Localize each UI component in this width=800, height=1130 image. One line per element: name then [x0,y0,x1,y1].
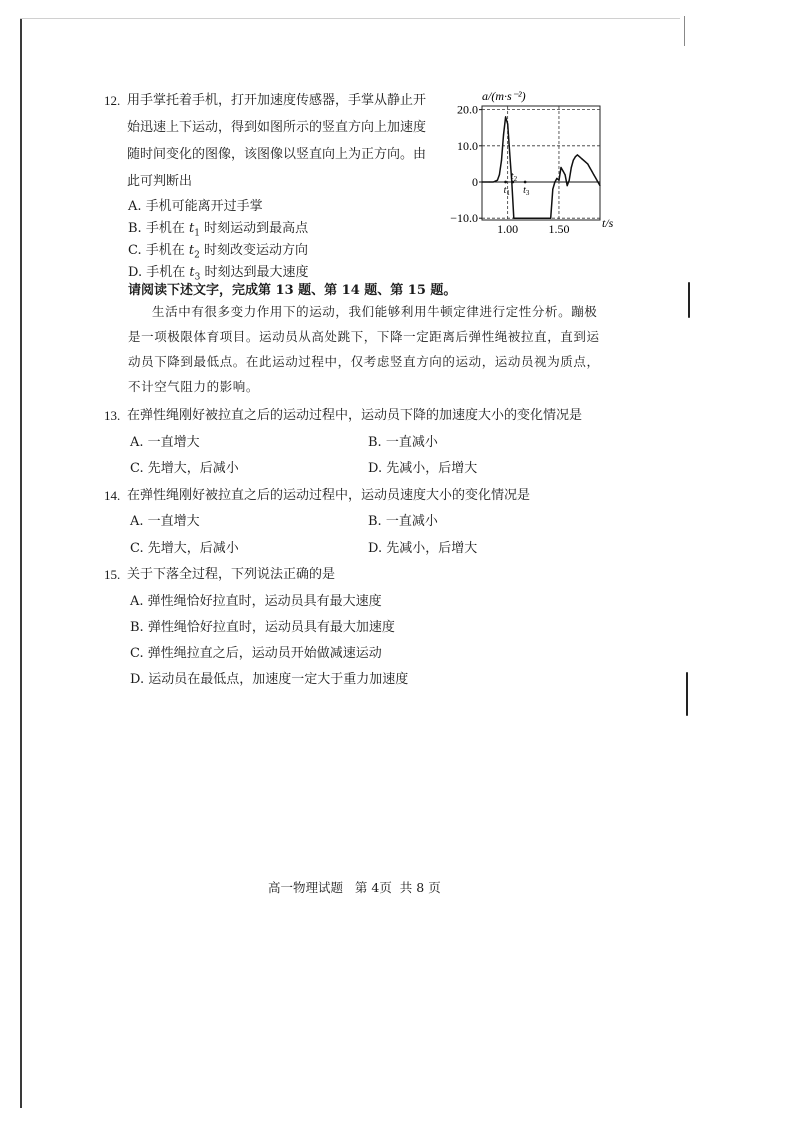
data-point [493,181,494,182]
y-tick-label: 10.0 [457,138,478,153]
data-point [595,178,596,179]
passage-line: 生活中有很多变力作用下的运动，我们能够利用牛顿定律进行定性分析。蹦极 [152,304,598,319]
data-point [593,174,594,175]
option-text-pre: 手机在 [145,243,189,258]
data-point [597,181,598,182]
data-point [540,218,541,219]
option-letter: C. [130,646,144,661]
data-point [571,167,572,168]
data-point [599,185,600,186]
scan-mark [688,282,690,318]
option-letter: A. [130,435,144,450]
chart-xlabel: t/s [602,216,614,230]
passage-heading: 请阅读下述文字，完成第 13 题、第 14 题、第 15 题。 [128,283,457,298]
q12-option-c[interactable] [128,242,308,265]
data-point [556,178,557,179]
scan-edge-top [20,18,680,19]
time-var: t [189,265,195,280]
data-point [536,218,537,219]
option-letter: D. [130,672,145,687]
data-point [585,161,586,162]
y-tick-label: −10.0 [450,211,478,226]
data-point [513,218,514,219]
option-text: 先减小，后增大 [386,461,478,476]
option-letter: A. [128,199,142,214]
option-text: 先增大，后减小 [147,461,239,476]
option-letter: B. [130,620,144,635]
data-point [534,218,535,219]
data-point [550,218,551,219]
time-var: t [188,221,195,236]
data-point [591,171,592,172]
option-letter: C. [128,243,142,258]
time-marker-subscript: 3 [525,189,530,197]
q15-option-b[interactable] [130,619,395,637]
option-text: 弹性绳恰好拉直时，运动员具有最大速度 [147,594,382,609]
data-point [489,181,490,182]
option-text-post: 时刻达到最大速度 [200,265,309,280]
data-point [528,218,529,219]
data-point [521,218,522,219]
data-point [581,158,582,159]
option-letter: C. [130,461,144,476]
q14-option-a[interactable] [130,513,200,531]
q12-stem-line: 用手掌托着手机，打开加速度传感器，手掌从静止开 [127,93,427,108]
time-marker-dot [524,181,527,184]
option-text-pre: 手机在 [146,265,190,280]
x-tick-label: 1.00 [497,222,519,236]
data-point [515,218,516,219]
passage-line: 动员下降到最低点。在此运动过程中，仅考虑竖直方向的运动，运动员视为质点， [128,354,600,369]
time-subscript: 3 [194,272,201,283]
q15-number: 15. [104,567,121,582]
data-point [567,185,568,186]
data-point [530,218,531,219]
data-point [575,156,576,157]
option-text: 一直减小 [385,514,438,529]
scan-edge-right [684,16,685,46]
q12-stem-line: 始迅速上下运动，得到如图所示的竖直方向上加速度 [127,120,427,135]
option-text: 弹性绳恰好拉直时，运动员具有最大加速度 [147,620,395,635]
time-marker-subscript: 2 [513,175,518,183]
q13-option-c[interactable] [130,460,239,478]
page-footer: 高一物理试题 第 4页 共 8 页 [268,880,441,895]
data-point [544,218,545,219]
data-point [532,218,533,219]
data-point [517,218,518,219]
data-point [542,218,543,219]
time-marker-subscript: 1 [506,189,510,197]
data-point [558,180,559,181]
data-point [526,218,527,219]
data-point [554,181,555,182]
q14-option-d[interactable] [368,540,477,558]
data-point [497,180,498,181]
data-point [583,160,584,161]
data-point [505,116,506,117]
option-text: 弹性绳拉直之后，运动员开始做减速运动 [147,646,382,661]
option-letter: C. [130,541,144,556]
q15-stem: 关于下落全过程，下列说法正确的是 [127,567,336,582]
data-point [509,152,510,153]
data-point [546,218,547,219]
option-letter: B. [128,221,142,236]
option-text: 一直减小 [385,435,438,450]
option-text: 先增大，后减小 [147,541,239,556]
time-marker-label: $t_2$ [510,171,518,183]
acceleration-series-line [482,117,600,218]
time-marker-dot [504,181,507,184]
data-point [579,156,580,157]
acceleration-time-chart [440,86,620,236]
scan-edge [20,18,22,1108]
q12-option-b[interactable] [128,220,308,243]
q13-number: 13. [104,408,121,423]
q12-option-a[interactable] [128,198,263,216]
time-marker-label: $t_1$ [503,185,510,197]
data-point [565,174,566,175]
y-tick-label: 20.0 [457,102,478,117]
data-point [548,218,549,219]
option-letter: B. [368,435,382,450]
option-letter: D. [368,461,383,476]
data-point [501,160,502,161]
time-subscript: 2 [194,250,200,261]
option-text: 运动员在最低点，加速度一定大于重力加速度 [148,672,409,687]
plot-frame [482,106,600,220]
data-point [560,167,561,168]
option-text-pre: 手机在 [145,221,189,236]
q14-option-c[interactable] [130,540,239,558]
q14-stem: 在弹性绳刚好被拉直之后的运动过程中，运动员速度大小的变化情况是 [127,488,531,503]
q15-option-a[interactable] [130,593,382,611]
q12-number: 12. [104,93,121,108]
option-text: 一直增大 [147,514,200,529]
data-point [573,160,574,161]
data-point [587,163,588,164]
chart-ylabel: a/(m·s⁻²) [482,89,526,103]
q14-number: 14. [104,488,121,503]
data-point [562,171,563,172]
q13-option-a[interactable] [130,434,200,452]
passage-line: 是一项极限体育项目。运动员从高处跳下，下降一定距离后弹性绳被拉直，直到运 [128,329,600,344]
option-text: 手机可能离开过手掌 [145,199,263,214]
option-text: 先减小，后增大 [386,541,478,556]
q13-stem: 在弹性绳刚好被拉直之后的运动过程中，运动员下降的加速度大小的变化情况是 [127,408,583,423]
scan-mark [686,672,688,716]
data-point [507,123,508,124]
option-letter: B. [368,514,382,529]
data-point [519,218,520,219]
option-letter: D. [368,541,383,556]
q15-option-d[interactable] [130,671,408,689]
q13-option-b[interactable] [368,434,438,452]
q12-stem-line: 随时间变化的图像，该图像以竖直向上为正方向。由 [127,147,427,162]
option-text: 一直增大 [147,435,200,450]
x-tick-label: 1.50 [548,222,570,236]
passage-line: 不计空气阻力的影响。 [128,379,260,394]
q12-stem-line: 此可判断出 [127,174,193,189]
data-point [552,189,553,190]
time-marker-label: $t_3$ [523,185,530,197]
data-point [577,154,578,155]
data-point [538,218,539,219]
data-point [503,134,504,135]
option-text-post: 时刻运动到最高点 [199,221,309,236]
time-subscript: 1 [194,228,200,239]
q14-option-b[interactable] [368,513,438,531]
option-letter: A. [130,514,144,529]
data-point [481,181,482,182]
q15-option-c[interactable] [130,645,382,663]
data-point [499,174,500,175]
data-point [523,218,524,219]
y-tick-label: 0 [472,175,478,189]
option-letter: D. [128,265,143,280]
data-point [569,180,570,181]
q13-option-d[interactable] [368,460,477,478]
data-point [589,167,590,168]
option-letter: A. [130,594,144,609]
option-text-post: 时刻改变运动方向 [199,243,309,258]
time-var: t [188,243,195,258]
